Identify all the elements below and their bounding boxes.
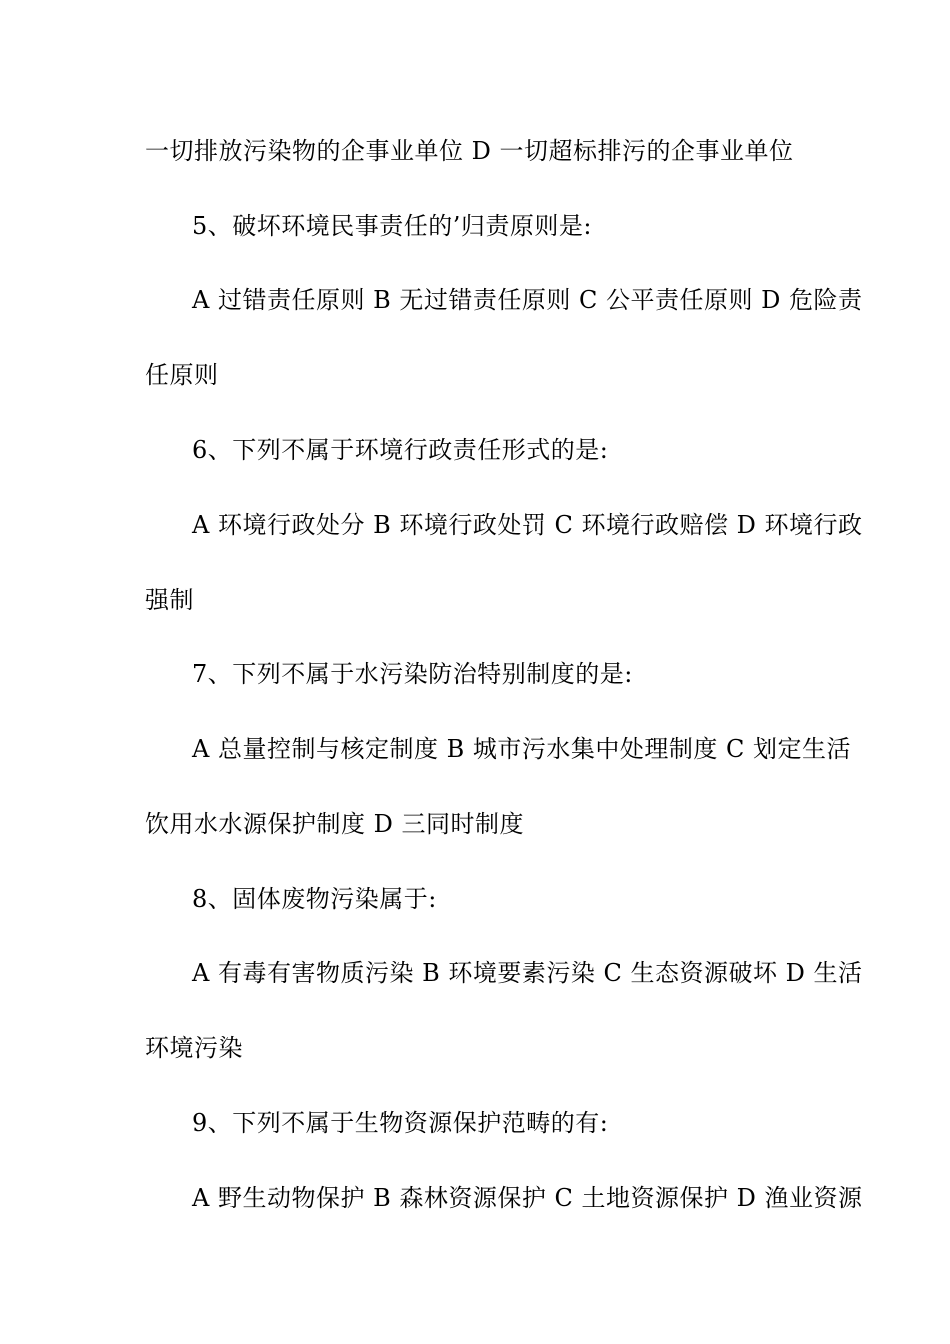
question-6-options: A 环境行政处分 B 环境行政处罚 C 环境行政赔偿 D 环境行政 bbox=[192, 511, 863, 539]
question-5: 5、破坏环境民事责任的’归责原则是: bbox=[192, 212, 592, 240]
text-line-continuation-option-d: 一切排放污染物的企事业单位 D 一切超标排污的企事业单位 bbox=[145, 137, 794, 165]
question-5-options-continued: 任原则 bbox=[145, 361, 219, 389]
question-8: 8、固体废物污染属于: bbox=[192, 885, 437, 913]
question-9-options: A 野生动物保护 B 森林资源保护 C 土地资源保护 D 渔业资源 bbox=[192, 1184, 863, 1212]
question-7: 7、下列不属于水污染防治特别制度的是: bbox=[192, 660, 633, 688]
question-9: 9、下列不属于生物资源保护范畴的有: bbox=[192, 1109, 609, 1137]
question-6-options-continued: 强制 bbox=[145, 586, 194, 614]
question-6: 6、下列不属于环境行政责任形式的是: bbox=[192, 436, 609, 464]
question-8-options-continued: 环境污染 bbox=[145, 1034, 243, 1062]
question-7-options-continued: 饮用水水源保护制度 D 三同时制度 bbox=[145, 810, 524, 838]
question-8-options: A 有毒有害物质污染 B 环境要素污染 C 生态资源破坏 D 生活 bbox=[192, 959, 863, 987]
question-7-options: A 总量控制与核定制度 B 城市污水集中处理制度 C 划定生活 bbox=[192, 735, 851, 763]
question-5-options: A 过错责任原则 B 无过错责任原则 C 公平责任原则 D 危险责 bbox=[192, 286, 863, 314]
